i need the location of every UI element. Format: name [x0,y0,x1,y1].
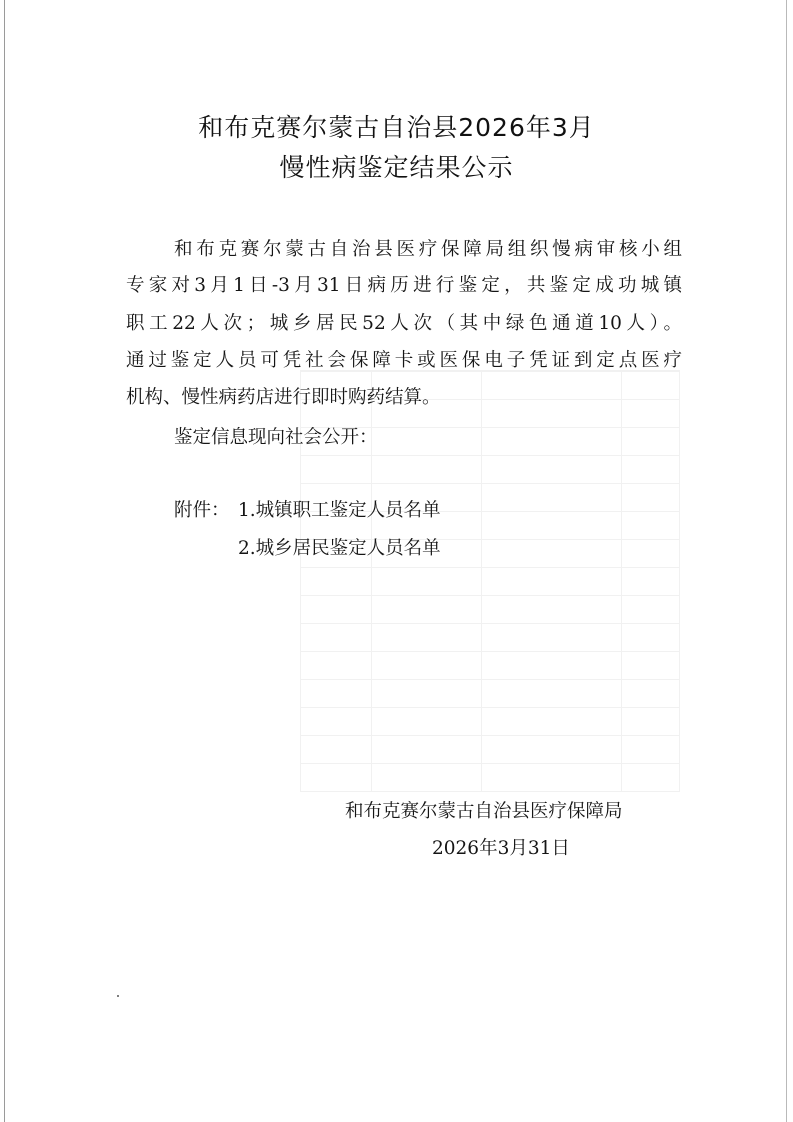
disclosure-statement: 鉴定信息现向社会公开： [174,427,378,448]
attachment-item: 1.城镇职工鉴定人员名单 [238,500,441,521]
document-title-line-2: 慢性病鉴定结果公示 [279,153,514,182]
document-title-line-1: 和布克赛尔蒙古自治县2026年3月 [198,113,595,142]
body-paragraph-line: 通过鉴定人员可凭社会保障卡或医保电子凭证到定点医疗 [126,350,682,371]
attachment-item: 2.城乡居民鉴定人员名单 [238,538,441,559]
body-paragraph-line: 和布克赛尔蒙古自治县医疗保障局组织慢病审核小组 [174,239,682,260]
signature-organization: 和布克赛尔蒙古自治县医疗保障局 [345,801,623,822]
signature-date: 2026年3月31日 [432,838,570,859]
scan-speck [117,995,119,997]
body-paragraph-line: 机构、慢性病药店进行即时购药结算。 [126,387,441,408]
attachments-label: 附件： [174,500,230,521]
body-paragraph-line: 专家对3月1日-3月31日病历进行鉴定，共鉴定成功城镇 [126,275,682,296]
body-paragraph-line: 职工22人次；城乡居民52人次（其中绿色通道10人）。 [126,313,682,334]
